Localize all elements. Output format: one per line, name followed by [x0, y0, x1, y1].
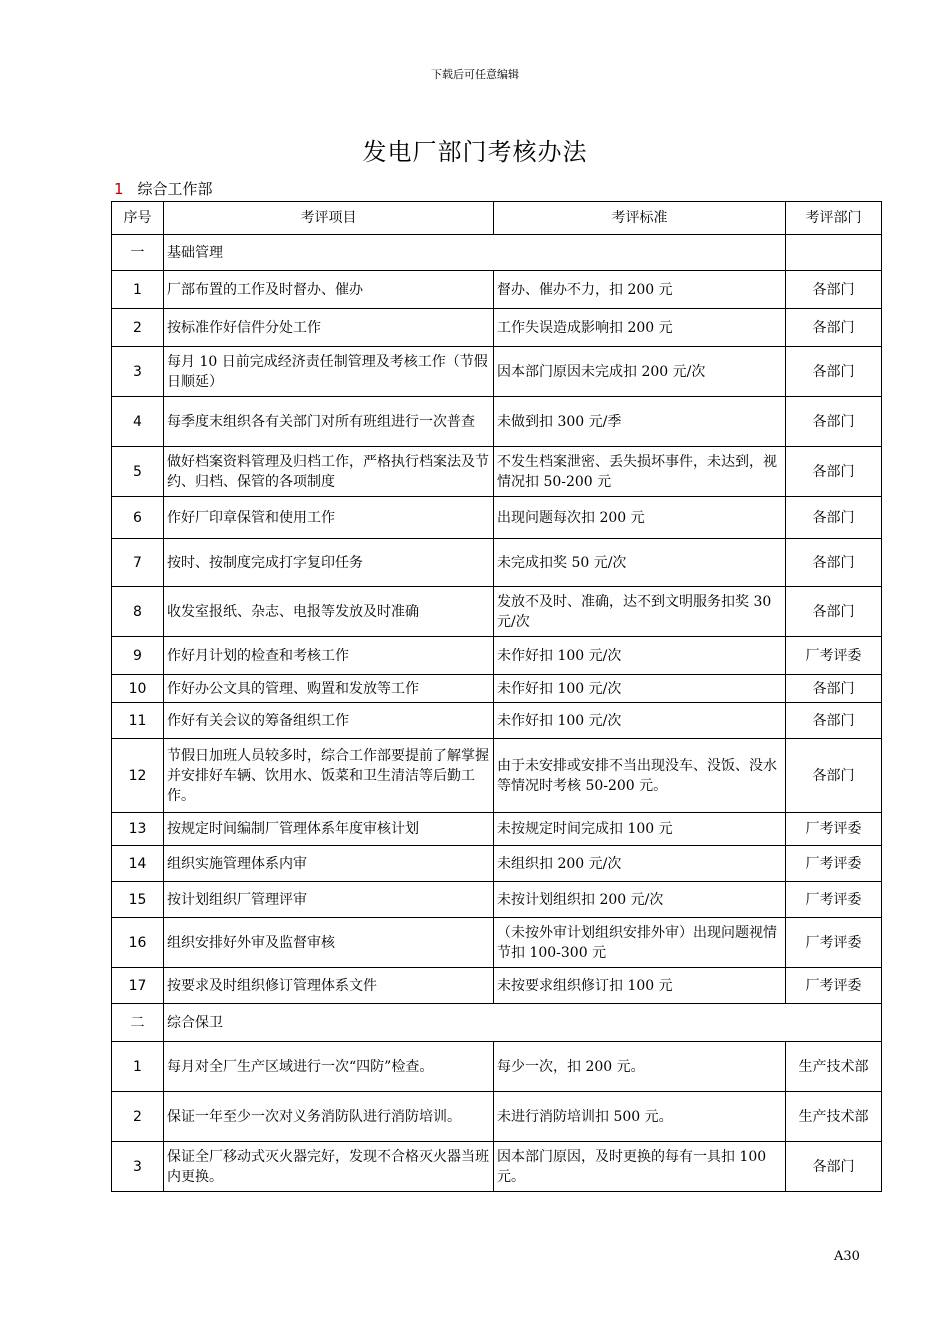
section-number: 1 — [114, 180, 124, 198]
row-standard: 因本部门原因，及时更换的每有一具扣 100 元。 — [494, 1142, 786, 1192]
row-number: 15 — [112, 882, 164, 918]
row-item: 保证一年至少一次对义务消防队进行消防培训。 — [164, 1092, 494, 1142]
row-standard: 未做到扣 300 元/季 — [494, 397, 786, 447]
row-item: 每月 10 日前完成经济责任制管理及考核工作（节假日顺延） — [164, 347, 494, 397]
table-row — [112, 447, 882, 497]
row-standard: 不发生档案泄密、丢失损坏事件，未达到，视情况扣 50-200 元 — [494, 447, 786, 497]
row-dept: 厂考评委 — [786, 846, 882, 882]
row-number: 2 — [112, 1092, 164, 1142]
row-number: 10 — [112, 675, 164, 703]
table-row — [112, 968, 882, 1004]
table-row — [112, 882, 882, 918]
group-index: 二 — [112, 1004, 164, 1042]
row-item: 作好月计划的检查和考核工作 — [164, 637, 494, 675]
row-standard: 出现问题每次扣 200 元 — [494, 497, 786, 539]
table-row — [112, 587, 882, 637]
row-number: 4 — [112, 397, 164, 447]
row-item: 厂部布置的工作及时督办、催办 — [164, 271, 494, 309]
row-standard: 未按要求组织修订扣 100 元 — [494, 968, 786, 1004]
column-header-standard: 考评标准 — [494, 202, 786, 235]
row-dept: 各部门 — [786, 347, 882, 397]
row-standard: 因本部门原因未完成扣 200 元/次 — [494, 347, 786, 397]
table-row — [112, 739, 882, 813]
row-number: 2 — [112, 309, 164, 347]
row-item: 组织安排好外审及监督审核 — [164, 918, 494, 968]
row-item: 收发室报纸、杂志、电报等发放及时准确 — [164, 587, 494, 637]
row-dept: 各部门 — [786, 587, 882, 637]
row-item: 按要求及时组织修订管理体系文件 — [164, 968, 494, 1004]
row-number: 14 — [112, 846, 164, 882]
table-row — [112, 539, 882, 587]
row-number: 5 — [112, 447, 164, 497]
table-row — [112, 703, 882, 739]
row-dept: 厂考评委 — [786, 882, 882, 918]
section-name: 综合工作部 — [137, 180, 213, 198]
row-number: 17 — [112, 968, 164, 1004]
document-title: 发电厂部门考核办法 — [362, 138, 588, 166]
row-item: 按计划组织厂管理评审 — [164, 882, 494, 918]
row-standard: 发放不及时、准确，达不到文明服务扣奖 30 元/次 — [494, 587, 786, 637]
row-standard: 未作好扣 100 元/次 — [494, 675, 786, 703]
row-standard: 未按规定时间完成扣 100 元 — [494, 813, 786, 846]
group-row — [112, 235, 882, 271]
row-number: 3 — [112, 347, 164, 397]
row-item: 每月对全厂生产区域进行一次“四防”检查。 — [164, 1042, 494, 1092]
row-item: 按标准作好信件分处工作 — [164, 309, 494, 347]
row-standard: 由于未安排或安排不当出现没车、没饭、没水等情况时考核 50-200 元。 — [494, 739, 786, 813]
table-row — [112, 309, 882, 347]
header-note: 下载后可任意编辑 — [431, 68, 519, 81]
row-dept: 各部门 — [786, 397, 882, 447]
row-standard: 未完成扣奖 50 元/次 — [494, 539, 786, 587]
column-header-dept: 考评部门 — [786, 202, 882, 235]
row-dept: 各部门 — [786, 271, 882, 309]
row-number: 16 — [112, 918, 164, 968]
row-dept: 厂考评委 — [786, 968, 882, 1004]
row-number: 13 — [112, 813, 164, 846]
row-standard: 每少一次，扣 200 元。 — [494, 1042, 786, 1092]
row-standard: 未作好扣 100 元/次 — [494, 637, 786, 675]
row-number: 1 — [112, 1042, 164, 1092]
table-row — [112, 271, 882, 309]
row-item: 作好厂印章保管和使用工作 — [164, 497, 494, 539]
column-header-no: 序号 — [112, 202, 164, 235]
row-dept: 厂考评委 — [786, 918, 882, 968]
row-number: 7 — [112, 539, 164, 587]
row-item: 做好档案资料管理及归档工作，严格执行档案法及节约、归档、保管的各项制度 — [164, 447, 494, 497]
table-body — [112, 235, 882, 1192]
row-standard: （未按外审计划组织安排外审）出现问题视情节扣 100-300 元 — [494, 918, 786, 968]
row-dept: 生产技术部 — [786, 1042, 882, 1092]
table-row — [112, 637, 882, 675]
assessment-table — [111, 201, 882, 1192]
row-number: 8 — [112, 587, 164, 637]
table-header-row — [112, 202, 882, 235]
group-row — [112, 1004, 882, 1042]
row-dept: 各部门 — [786, 497, 882, 539]
row-number: 11 — [112, 703, 164, 739]
table-row — [112, 1042, 882, 1092]
row-item: 作好办公文具的管理、购置和发放等工作 — [164, 675, 494, 703]
row-dept: 各部门 — [786, 675, 882, 703]
row-number: 6 — [112, 497, 164, 539]
row-item: 按时、按制度完成打字复印任务 — [164, 539, 494, 587]
table-row — [112, 813, 882, 846]
row-number: 1 — [112, 271, 164, 309]
row-item: 保证全厂移动式灭火器完好，发现不合格灭火器当班内更换。 — [164, 1142, 494, 1192]
table-row — [112, 1092, 882, 1142]
table-row — [112, 347, 882, 397]
row-dept: 各部门 — [786, 447, 882, 497]
row-dept: 各部门 — [786, 739, 882, 813]
row-dept: 各部门 — [786, 1142, 882, 1192]
table-row — [112, 675, 882, 703]
table-row — [112, 1142, 882, 1192]
row-dept: 厂考评委 — [786, 813, 882, 846]
row-dept: 生产技术部 — [786, 1092, 882, 1142]
section-heading — [114, 178, 213, 199]
row-number: 9 — [112, 637, 164, 675]
row-dept: 各部门 — [786, 539, 882, 587]
row-standard: 未作好扣 100 元/次 — [494, 703, 786, 739]
row-item: 作好有关会议的筹备组织工作 — [164, 703, 494, 739]
page-number: A30 — [834, 1249, 860, 1264]
row-number: 3 — [112, 1142, 164, 1192]
row-standard: 督办、催办不力，扣 200 元 — [494, 271, 786, 309]
row-standard: 未组织扣 200 元/次 — [494, 846, 786, 882]
row-item: 节假日加班人员较多时，综合工作部要提前了解掌握并安排好车辆、饮用水、饭菜和卫生清洁等后勤工作。 — [164, 739, 494, 813]
group-empty-cell — [786, 235, 882, 271]
row-dept: 各部门 — [786, 703, 882, 739]
group-title: 基础管理 — [164, 235, 786, 271]
row-dept: 厂考评委 — [786, 637, 882, 675]
table-row — [112, 497, 882, 539]
table-row — [112, 918, 882, 968]
column-header-item: 考评项目 — [164, 202, 494, 235]
row-standard: 工作失误造成影响扣 200 元 — [494, 309, 786, 347]
row-number: 12 — [112, 739, 164, 813]
row-standard: 未进行消防培训扣 500 元。 — [494, 1092, 786, 1142]
row-item: 组织实施管理体系内审 — [164, 846, 494, 882]
row-standard: 未按计划组织扣 200 元/次 — [494, 882, 786, 918]
row-item: 每季度末组织各有关部门对所有班组进行一次普查 — [164, 397, 494, 447]
row-item: 按规定时间编制厂管理体系年度审核计划 — [164, 813, 494, 846]
table-row — [112, 846, 882, 882]
group-index: 一 — [112, 235, 164, 271]
row-dept: 各部门 — [786, 309, 882, 347]
group-title: 综合保卫 — [164, 1004, 882, 1042]
table-row — [112, 397, 882, 447]
